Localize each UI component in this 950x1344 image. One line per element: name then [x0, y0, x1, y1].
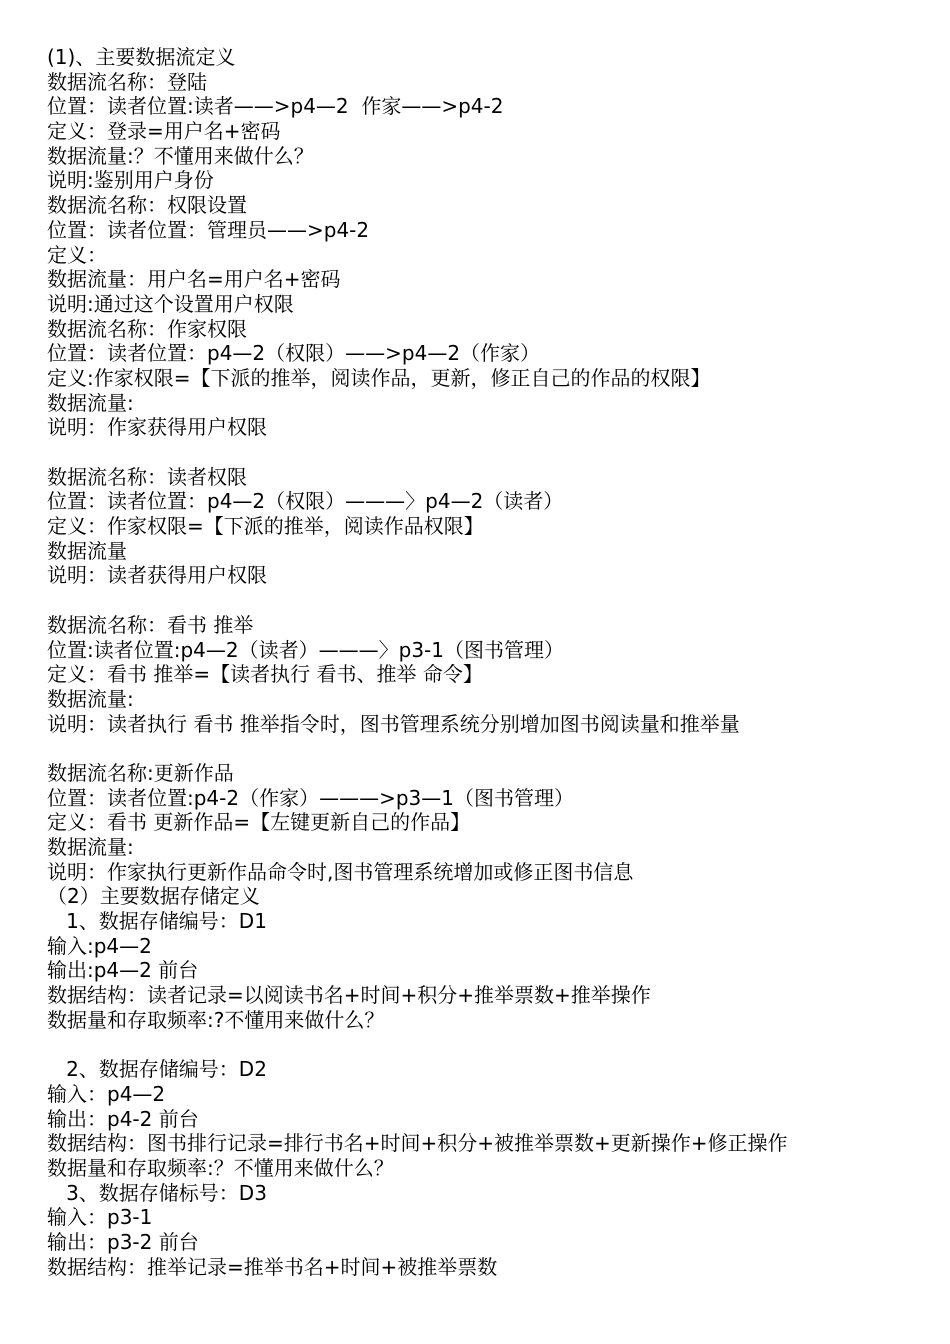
text-line: 输出:p4—2 前台: [47, 958, 199, 983]
blank-line: [47, 588, 927, 613]
text-line: 位置：读者位置:p4-2（作家）———>p3—1（图书管理）: [47, 785, 575, 810]
text-line: 数据流量:: [47, 835, 134, 859]
text-line: 数据流名称：登陆: [47, 69, 207, 94]
text-line: 数据流名称：读者权限: [47, 464, 247, 489]
text-line: 输入：p3-1: [47, 1205, 153, 1230]
text-line: 数据流名称：权限设置: [47, 193, 247, 218]
text-line: 说明：读者获得用户权限: [47, 563, 267, 588]
text-line: 数据流量:？不懂用来做什么？: [47, 143, 314, 168]
text-line: 位置：读者位置：p4—2（权限）——>p4—2（作家）: [47, 341, 541, 366]
text-line: 数据结构：推举记录=推举书名+时间+被推举票数: [47, 1254, 498, 1279]
blank-line: [47, 440, 927, 465]
text-line: 数据流量：用户名=用户名+密码: [47, 267, 341, 292]
text-line: 位置：读者位置:读者——>p4—2 作家——>p4-2: [47, 94, 504, 119]
text-line: 定义：作家权限=【下派的推举，阅读作品权限】: [47, 514, 484, 539]
subsection-heading: 1、数据存储编号：D1: [47, 909, 267, 934]
document-page: [47, 45, 927, 1279]
text-line: 输出：p4-2 前台: [47, 1106, 199, 1131]
text-line: 位置:读者位置:p4—2（读者）———〉p3-1（图书管理）: [47, 637, 564, 662]
text-line: 数据结构：读者记录=以阅读书名+时间+积分+推举票数+推举操作: [47, 983, 651, 1008]
text-line: 数据结构：图书排行记录=排行书名+时间+积分+被推举票数+更新操作+修正操作: [47, 1131, 788, 1156]
text-line: 说明：作家获得用户权限: [47, 415, 267, 440]
subsection-heading: 2、数据存储编号：D2: [47, 1057, 267, 1082]
text-line: 位置：读者位置：管理员——>p4-2: [47, 217, 370, 242]
text-line: 定义：登录=用户名+密码: [47, 119, 281, 144]
text-line: 输入:p4—2: [47, 933, 152, 958]
section-heading: （2）主要数据存储定义: [47, 884, 260, 909]
text-line: 数据流量:: [47, 390, 134, 415]
text-line: 数据流名称:更新作品: [47, 760, 234, 785]
text-line: 数据量和存取频率:?不懂用来做什么？: [47, 1007, 385, 1032]
section-heading: (1)、主要数据流定义: [47, 45, 236, 69]
blank-line: [47, 736, 927, 761]
text-line: 数据量和存取频率:？不懂用来做什么？: [47, 1155, 394, 1180]
text-line: 定义：看书 更新作品=【左键更新自己的作品】: [47, 810, 471, 835]
text-line: 说明：作家执行更新作品命令时,图书管理系统增加或修正图书信息: [47, 859, 634, 884]
text-line: 数据流名称：看书 推举: [47, 612, 254, 637]
text-line: 数据流量:: [47, 686, 134, 711]
text-line: 输入：p4—2: [47, 1081, 166, 1106]
text-line: 说明：读者执行 看书 推举指令时，图书管理系统分别增加图书阅读量和推举量: [47, 711, 740, 736]
subsection-heading: 3、数据存储标号：D3: [47, 1180, 267, 1205]
text-line: 定义：看书 推举=【读者执行 看书、推举 命令】: [47, 662, 483, 687]
text-line: 定义：: [47, 242, 107, 267]
blank-line: [47, 1033, 927, 1058]
text-line: 说明:通过这个设置用户权限: [47, 291, 294, 316]
text-line: 定义:作家权限=【下派的推举，阅读作品，更新，修正自己的作品的权限】: [47, 365, 711, 390]
text-line: 数据流名称：作家权限: [47, 316, 247, 341]
text-line: 位置：读者位置：p4—2（权限）———〉p4—2（读者）: [47, 489, 564, 514]
text-line: 数据流量: [47, 538, 127, 563]
text-line: 输出：p3-2 前台: [47, 1230, 199, 1254]
text-line: 说明:鉴别用户身份: [47, 168, 214, 193]
